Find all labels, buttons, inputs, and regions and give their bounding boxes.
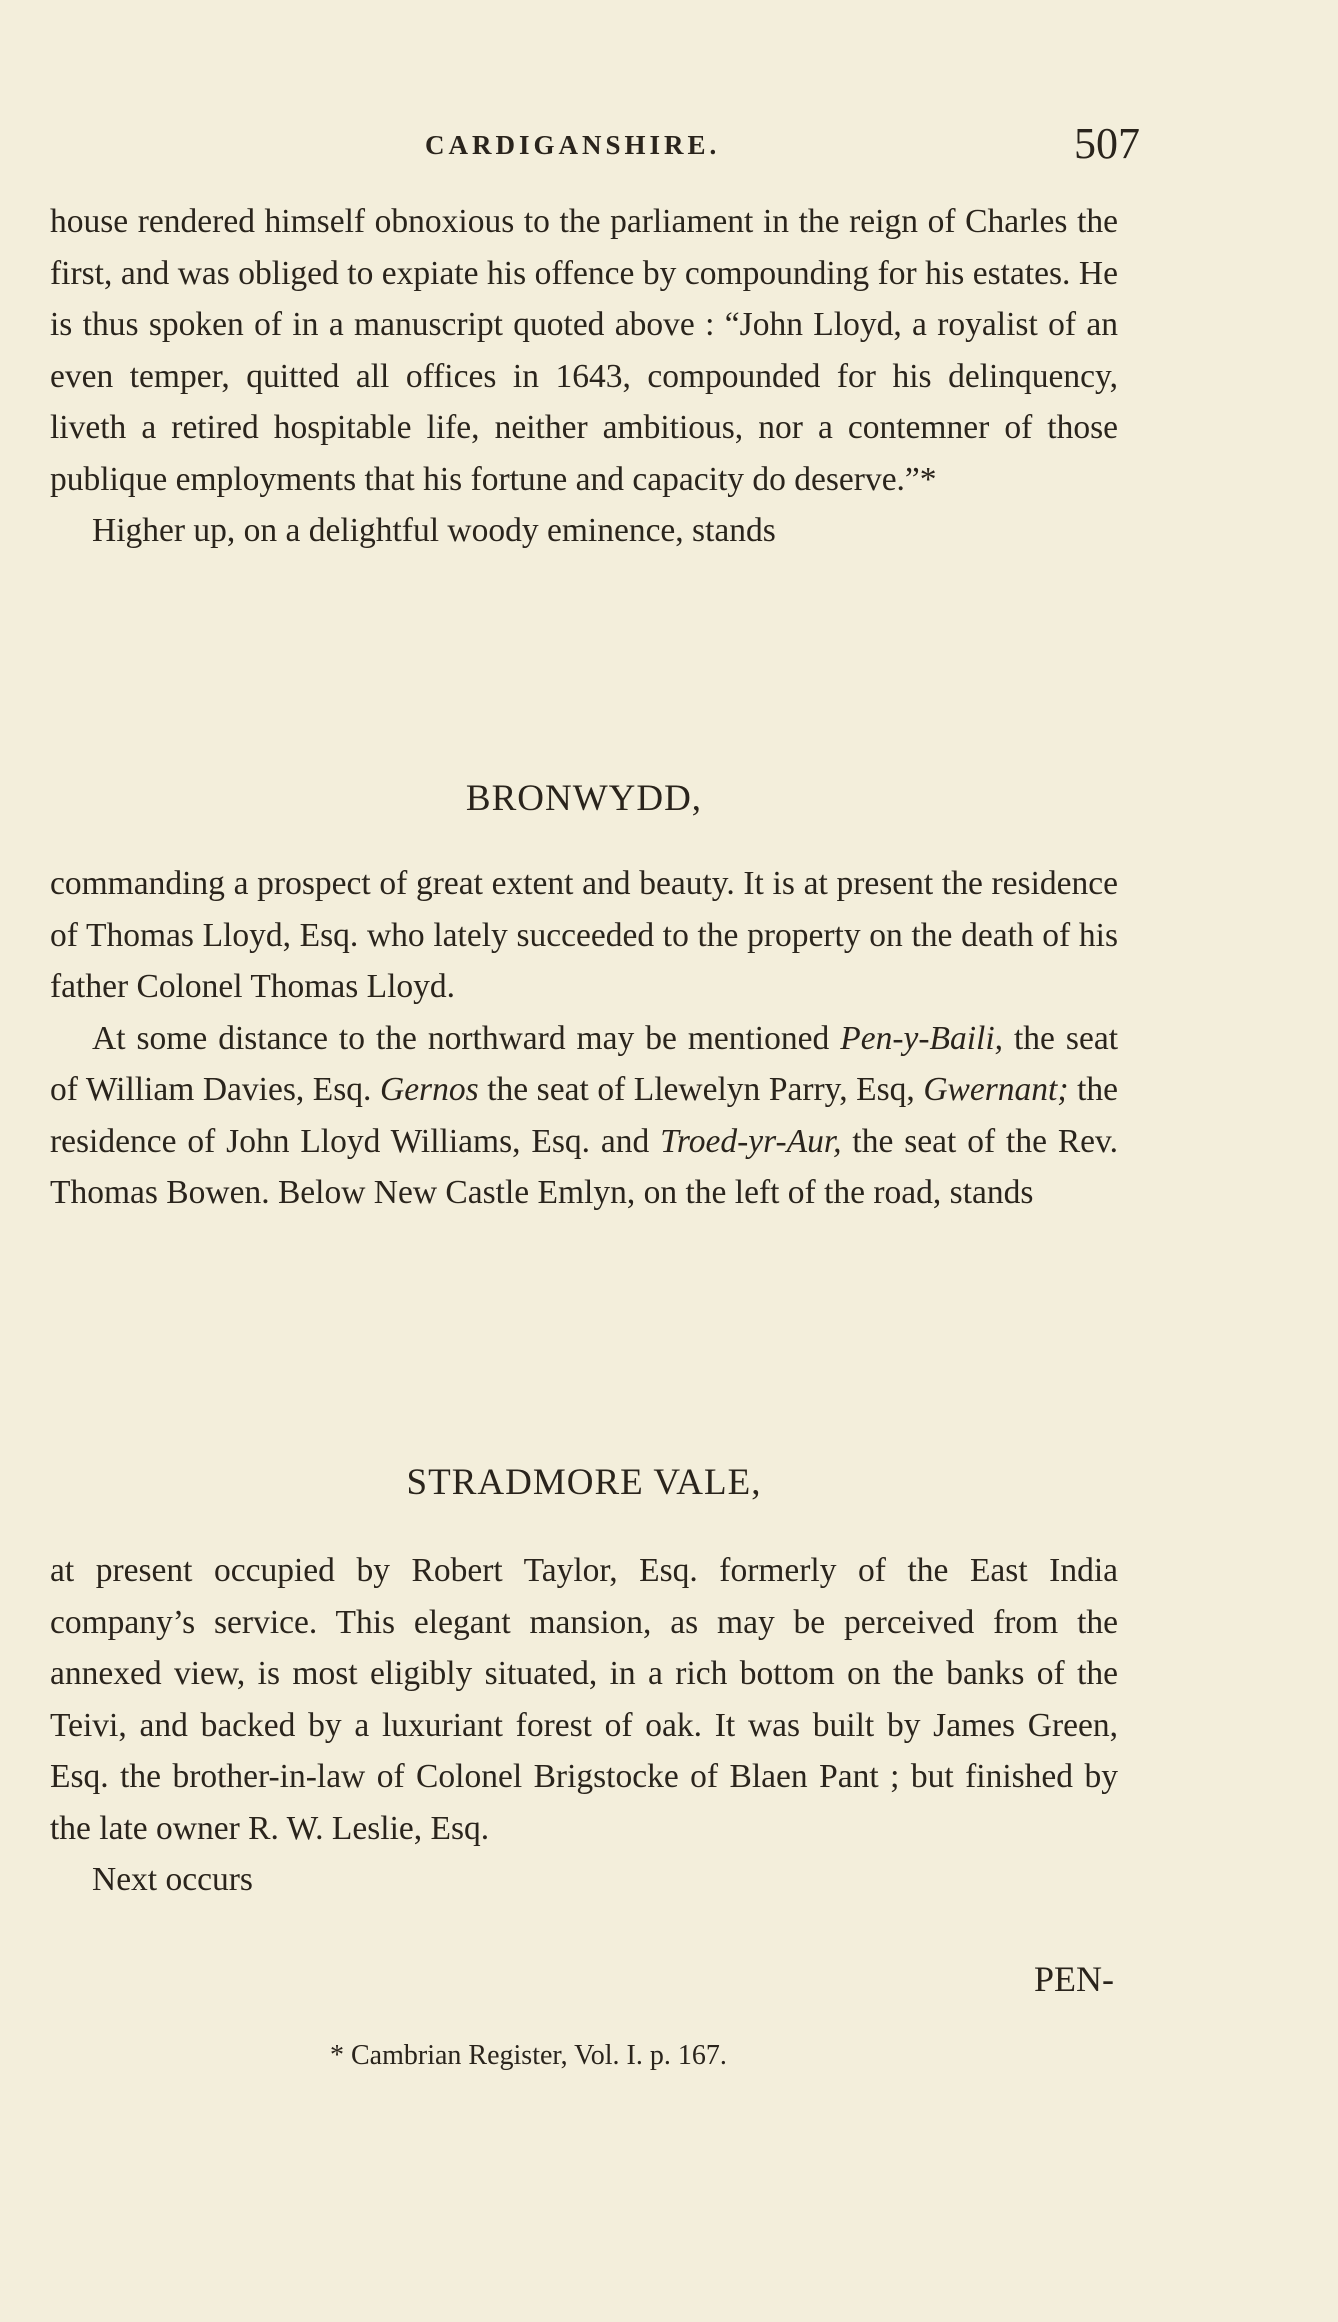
text-section-3 [50,1545,1118,1906]
place-troed-yr-aur: Troed-yr-Aur, [660,1122,842,1160]
heading-bronwydd: BRONWYDD, [465,778,703,819]
page-number: 507 [1074,119,1140,168]
page-header [50,118,1140,168]
catchword: PEN- [1034,1959,1114,1999]
place-gwernant: Gwernant; [923,1071,1069,1108]
paragraph-1: house rendered himself obnoxious to the parliament in the reign of Charles the first, and was obliged to expiate his offence by compounding for his estates. He is thus spoken of in a manuscript quoted above : “John Lloyd, a royalist of an even temper, quitted all offices in 1643, compounded for his delinquency, liveth a retired hospitable life, neither ambitious, nor a contemner of those publique employments that his fortune and capacity do deserve.”* [50,203,1118,498]
running-head: CARDIGANSHIRE. [425,130,721,160]
heading-stradmore-vale: STRADMORE VALE, [406,1462,762,1503]
paragraph-2: Higher up, on a delightful woody eminence, stands [92,512,776,549]
paragraph-3: commanding a prospect of great extent and beauty. It is at present the residence of Thomas Lloyd, Esq. who lately succeeded to the property on the death of his father Colonel Thomas Lloyd. [50,865,1118,1005]
text-section-1 [50,196,1118,557]
footnote: * Cambrian Register, Vol. I. p. 167. [330,2040,727,2071]
paragraph-6: Next occurs [92,1861,253,1898]
place-gernos: Gernos [380,1071,479,1108]
paragraph-5: at present occupied by Robert Taylor, Esq. formerly of the East India company’s service. This elegant mansion, as may be perceived from the annexed view, is most eligibly situated, in a rich bottom on the banks of the Teivi, and backed by a luxuriant forest of oak. It was built by James Green, Esq. the brother-in-law of Colonel Brigstocke of Blaen Pant ; but finished by the late owner R. W. Leslie, Esq. [50,1552,1118,1847]
paragraph-4: At some distance to the northward may be mentioned Pen-y-Baili, the seat of William Davies, Esq. Gernos the seat of Llewelyn Parry, Esq, Gwernant; the residence of John Lloyd Williams, Esq. and Troed-yr-Aur, the seat of the Rev. Thomas Bowen. Below New Castle Emlyn, on the left of the road, stands [50,1019,1118,1211]
text-section-2 [50,858,1118,1219]
place-pen-y-baili: Pen-y-Baili, [840,1019,1004,1057]
